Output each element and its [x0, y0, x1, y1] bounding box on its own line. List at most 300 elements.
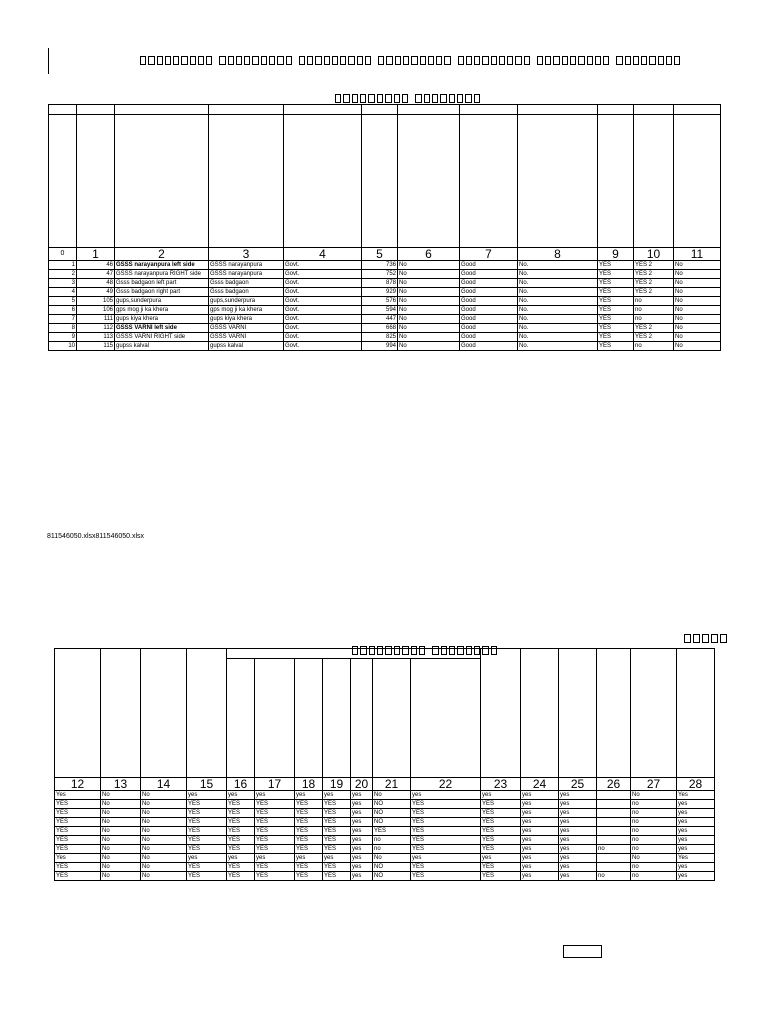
- table-cell: 3: [49, 279, 77, 288]
- table-cell: YES: [598, 270, 634, 279]
- table-row: [49, 333, 721, 342]
- table-cell: yes: [677, 827, 715, 836]
- unreadable-glyph: [261, 56, 267, 65]
- table-row: [55, 836, 715, 845]
- table-cell: YES: [187, 872, 227, 881]
- table-cell: yes: [677, 809, 715, 818]
- table-cell: No: [101, 791, 141, 800]
- table-cell: YES: [187, 863, 227, 872]
- table-cell: YES: [255, 809, 295, 818]
- table-cell: No.: [518, 279, 598, 288]
- header-cell: [559, 649, 597, 778]
- table-cell: 4: [49, 288, 77, 297]
- unreadable-glyph: [465, 94, 471, 103]
- unreadable-glyph: [474, 94, 480, 103]
- table2-group-header-row: [55, 649, 715, 659]
- table-cell: Govt.: [284, 288, 362, 297]
- column-number: 2: [115, 248, 209, 261]
- table-cell: No: [141, 845, 187, 854]
- table-cell: Good: [460, 315, 518, 324]
- table-cell: yes: [521, 845, 559, 854]
- table-cell: YES: [323, 827, 351, 836]
- table-cell: No: [674, 288, 721, 297]
- header-cell: [77, 115, 115, 248]
- table-cell: No: [674, 270, 721, 279]
- table-cell: Good: [460, 261, 518, 270]
- table-cell: No: [674, 333, 721, 342]
- file-name-label: 811546050.xlsx811546050.xlsx: [47, 533, 145, 540]
- table-cell: No.: [518, 306, 598, 315]
- table-cell: No: [141, 854, 187, 863]
- table-cell: YES: [187, 836, 227, 845]
- unreadable-glyph: [206, 56, 212, 65]
- table-cell: YES: [295, 872, 323, 881]
- unreadable-glyph: [368, 94, 374, 103]
- table-cell: YES: [411, 827, 481, 836]
- table-cell: YES: [187, 845, 227, 854]
- table-cell: yes: [521, 800, 559, 809]
- table-cell: yes: [351, 809, 373, 818]
- table-cell: No: [101, 800, 141, 809]
- table-cell: YES: [55, 809, 101, 818]
- column-number: 28: [677, 778, 715, 791]
- table-cell: yes: [351, 818, 373, 827]
- header-cell: [55, 649, 101, 778]
- table-cell: Govt.: [284, 306, 362, 315]
- unreadable-glyph: [386, 56, 392, 65]
- table-cell: 5: [49, 297, 77, 306]
- table-cell: Good: [460, 270, 518, 279]
- table-cell: YES 2: [634, 324, 674, 333]
- table-cell: no: [634, 297, 674, 306]
- table-cell: no: [373, 836, 411, 845]
- table-cell: Yes: [677, 854, 715, 863]
- table-cell: Good: [460, 342, 518, 351]
- table-cell: no: [634, 315, 674, 324]
- unreadable-glyph: [666, 56, 672, 65]
- table-cell: yes: [559, 827, 597, 836]
- unreadable-glyph: [394, 94, 400, 103]
- column-number: 26: [597, 778, 631, 791]
- unreadable-glyph: [545, 56, 551, 65]
- table-cell: No: [141, 872, 187, 881]
- unreadable-glyph: [428, 56, 434, 65]
- unreadable-glyph: [173, 56, 179, 65]
- unreadable-glyph: [658, 56, 664, 65]
- table-cell: GSSS VARNI left side: [115, 324, 209, 333]
- unreadable-glyph: [378, 56, 384, 65]
- table-row: [49, 288, 721, 297]
- table-cell: 105: [77, 297, 115, 306]
- table-cell: yes: [677, 818, 715, 827]
- table-cell: NO: [373, 818, 411, 827]
- table-cell: yes: [351, 863, 373, 872]
- table-cell: Govt.: [284, 324, 362, 333]
- unreadable-glyph: [411, 56, 417, 65]
- table-cell: YES: [187, 809, 227, 818]
- table-cell: Govt.: [284, 315, 362, 324]
- table-row: [49, 324, 721, 333]
- header-cell: [460, 115, 518, 248]
- table-cell: YES: [481, 845, 521, 854]
- header-cell: [351, 659, 373, 778]
- table-cell: YES: [411, 836, 481, 845]
- table-cell: 594: [362, 306, 398, 315]
- table-cell: No: [398, 324, 460, 333]
- table-cell: yes: [521, 791, 559, 800]
- table-cell: Good: [460, 288, 518, 297]
- table-cell: 6: [49, 306, 77, 315]
- table-cell: No: [398, 333, 460, 342]
- table-cell: 752: [362, 270, 398, 279]
- unreadable-glyph: [562, 56, 568, 65]
- unreadable-glyph: [515, 56, 521, 65]
- table1-spacer-row: [49, 105, 721, 115]
- table-cell: 106: [77, 306, 115, 315]
- table-cell: YES: [411, 818, 481, 827]
- column-number: 24: [521, 778, 559, 791]
- table-cell: yes: [521, 836, 559, 845]
- header-cell: [597, 649, 631, 778]
- table-cell: YES: [295, 818, 323, 827]
- unreadable-glyph: [332, 56, 338, 65]
- table-cell: yes: [559, 836, 597, 845]
- table-row: [49, 306, 721, 315]
- table-cell: YES: [481, 872, 521, 881]
- table1-heading-unreadable-script: [335, 92, 480, 104]
- table-cell: YES: [55, 827, 101, 836]
- table-cell: YES 2: [634, 270, 674, 279]
- table-cell: yes: [677, 863, 715, 872]
- table-cell: No: [141, 791, 187, 800]
- table-cell: yes: [559, 800, 597, 809]
- table-cell: yes: [351, 854, 373, 863]
- unreadable-glyph: [625, 56, 631, 65]
- unreadable-glyph: [395, 56, 401, 65]
- table-row: [55, 863, 715, 872]
- table-cell: YES: [295, 863, 323, 872]
- table-cell: YES: [55, 800, 101, 809]
- table-cell: YES 2: [634, 261, 674, 270]
- unreadable-glyph: [458, 56, 464, 65]
- table-cell: yes: [521, 872, 559, 881]
- table-cell: 112: [77, 324, 115, 333]
- unreadable-glyph: [377, 94, 383, 103]
- table-cell: YES: [227, 836, 255, 845]
- table-cell: YES: [55, 836, 101, 845]
- table-cell: YES: [187, 827, 227, 836]
- table-cell: YES: [598, 261, 634, 270]
- table-cell: YES: [323, 872, 351, 881]
- column-number: 11: [674, 248, 721, 261]
- unreadable-glyph: [299, 56, 305, 65]
- table-cell: YES 2: [634, 288, 674, 297]
- table-cell: No: [141, 818, 187, 827]
- table-cell: no: [597, 845, 631, 854]
- unreadable-glyph: [307, 56, 313, 65]
- unreadable-glyph: [315, 56, 321, 65]
- table-cell: YES: [255, 845, 295, 854]
- unreadable-glyph: [674, 56, 680, 65]
- table-row: [55, 827, 715, 836]
- table-cell: YES: [295, 827, 323, 836]
- table-cell: GSSS VARNI RIGHT side: [115, 333, 209, 342]
- table2-column-number-row: [55, 778, 715, 791]
- table-cell: yes: [295, 854, 323, 863]
- table-cell: 736: [362, 261, 398, 270]
- table-cell: no: [373, 845, 411, 854]
- table-cell: YES: [323, 863, 351, 872]
- table-cell: No: [631, 791, 677, 800]
- column-number: 7: [460, 248, 518, 261]
- unreadable-glyph: [474, 56, 480, 65]
- table-cell: yes: [559, 872, 597, 881]
- table-cell: no: [631, 800, 677, 809]
- unreadable-glyph: [357, 56, 363, 65]
- table-row: [55, 791, 715, 800]
- polling-station-table-part2: [54, 648, 715, 881]
- table-row: [49, 297, 721, 306]
- table-cell: YES: [295, 845, 323, 854]
- table-cell: YES 2: [634, 333, 674, 342]
- table-cell: yes: [351, 800, 373, 809]
- table-cell: yes: [521, 818, 559, 827]
- table-cell: No: [674, 306, 721, 315]
- header-cell: [398, 115, 460, 248]
- header-cell: [49, 115, 77, 248]
- column-number: 20: [351, 778, 373, 791]
- table-cell: Gsss badgaon: [209, 279, 284, 288]
- table-cell: No: [398, 279, 460, 288]
- table-cell: no: [631, 818, 677, 827]
- table-cell: YES: [55, 845, 101, 854]
- table-cell: gups,sunderpura: [209, 297, 284, 306]
- unreadable-glyph: [440, 94, 446, 103]
- unreadable-glyph: [570, 56, 576, 65]
- table-cell: yes: [559, 863, 597, 872]
- table-cell: no: [634, 342, 674, 351]
- table-cell: YES: [598, 315, 634, 324]
- table-cell: gps mog ji ka khera: [209, 306, 284, 315]
- table-cell: No.: [518, 270, 598, 279]
- table-cell: [597, 854, 631, 863]
- unreadable-glyph: [702, 634, 709, 643]
- table-cell: No: [101, 872, 141, 881]
- table-cell: No: [674, 324, 721, 333]
- table-cell: YES: [411, 872, 481, 881]
- table-cell: yes: [411, 854, 481, 863]
- unreadable-glyph: [720, 634, 727, 643]
- table-cell: YES: [598, 279, 634, 288]
- table-cell: YES: [481, 818, 521, 827]
- table-cell: YES: [55, 818, 101, 827]
- table-cell: gups kiya khera: [209, 315, 284, 324]
- unreadable-glyph: [252, 56, 258, 65]
- table-cell: yes: [559, 845, 597, 854]
- table-cell: yes: [559, 809, 597, 818]
- table-cell: YES: [227, 818, 255, 827]
- table-cell: [597, 863, 631, 872]
- table-cell: YES: [481, 836, 521, 845]
- header-cell: [255, 659, 295, 778]
- table-cell: gups kiya khera: [115, 315, 209, 324]
- table-cell: 9: [49, 333, 77, 342]
- table-cell: YES: [227, 863, 255, 872]
- column-number: 0: [49, 248, 77, 261]
- table-cell: YES: [411, 809, 481, 818]
- unreadable-glyph: [449, 94, 455, 103]
- table-cell: 115: [77, 342, 115, 351]
- header-cell: [284, 115, 362, 248]
- grouped-header-cell: [227, 649, 481, 659]
- unreadable-glyph: [507, 56, 513, 65]
- table-cell: Govt.: [284, 270, 362, 279]
- header-cell: [323, 659, 351, 778]
- table-cell: YES: [598, 342, 634, 351]
- table-cell: YES: [295, 836, 323, 845]
- table-cell: YES: [598, 288, 634, 297]
- table-cell: No.: [518, 333, 598, 342]
- header-cell: [521, 649, 559, 778]
- table-cell: no: [634, 306, 674, 315]
- table-cell: yes: [351, 827, 373, 836]
- table-cell: GSSS narayanpura RIGHT side: [115, 270, 209, 279]
- header-cell: [141, 649, 187, 778]
- unreadable-glyph: [457, 94, 463, 103]
- table-cell: yes: [351, 845, 373, 854]
- unreadable-glyph: [403, 56, 409, 65]
- column-number: 25: [559, 778, 597, 791]
- unreadable-glyph: [165, 56, 171, 65]
- table-cell: YES: [598, 297, 634, 306]
- table-cell: yes: [559, 791, 597, 800]
- table-row: [49, 261, 721, 270]
- unreadable-glyph: [365, 56, 371, 65]
- table-cell: yes: [351, 836, 373, 845]
- table-cell: YES: [323, 845, 351, 854]
- page-tag-unreadable-script: [684, 632, 730, 644]
- unreadable-glyph: [385, 94, 391, 103]
- column-number: 18: [295, 778, 323, 791]
- table-cell: No: [373, 854, 411, 863]
- table-cell: YES: [411, 845, 481, 854]
- column-number: 27: [631, 778, 677, 791]
- table-cell: No.: [518, 261, 598, 270]
- table-cell: No.: [518, 315, 598, 324]
- unreadable-glyph: [324, 56, 330, 65]
- table-cell: YES: [255, 818, 295, 827]
- unreadable-glyph: [482, 56, 488, 65]
- table-cell: YES: [255, 836, 295, 845]
- unreadable-glyph: [711, 634, 718, 643]
- table-cell: yes: [559, 854, 597, 863]
- table-cell: 825: [362, 333, 398, 342]
- table-row: [55, 800, 715, 809]
- table-cell: No: [101, 836, 141, 845]
- unreadable-glyph: [578, 56, 584, 65]
- table-cell: yes: [255, 854, 295, 863]
- table-cell: YES: [323, 800, 351, 809]
- table-cell: yes: [227, 791, 255, 800]
- table-cell: YES: [255, 827, 295, 836]
- column-number: 12: [55, 778, 101, 791]
- unreadable-glyph: [524, 56, 530, 65]
- unreadable-glyph: [360, 94, 366, 103]
- table-cell: YES: [323, 818, 351, 827]
- column-number: 10: [634, 248, 674, 261]
- unreadable-glyph: [352, 94, 358, 103]
- table-cell: Good: [460, 333, 518, 342]
- table-cell: yes: [351, 872, 373, 881]
- table-cell: NO: [373, 809, 411, 818]
- unreadable-glyph: [348, 56, 354, 65]
- table-cell: Yes: [55, 791, 101, 800]
- header-cell: [411, 659, 481, 778]
- table-cell: No: [398, 270, 460, 279]
- table-cell: No: [398, 288, 460, 297]
- unreadable-glyph: [148, 56, 154, 65]
- table-cell: YES: [227, 800, 255, 809]
- table-cell: yes: [187, 854, 227, 863]
- header-cell: [115, 115, 209, 248]
- table-cell: YES 2: [634, 279, 674, 288]
- table-cell: gps mog ji ka khera: [115, 306, 209, 315]
- table-cell: No: [101, 827, 141, 836]
- header-cell: [674, 115, 721, 248]
- table-cell: No: [398, 306, 460, 315]
- table-cell: YES: [481, 863, 521, 872]
- table-cell: NO: [373, 863, 411, 872]
- table-cell: 113: [77, 333, 115, 342]
- unreadable-glyph: [244, 56, 250, 65]
- table-cell: YES: [187, 818, 227, 827]
- table-cell: yes: [255, 791, 295, 800]
- table-cell: [597, 791, 631, 800]
- header-cell: [227, 659, 255, 778]
- table-cell: Gsss badgaon left part: [115, 279, 209, 288]
- table-cell: No: [101, 845, 141, 854]
- table1-column-number-row: [49, 248, 721, 261]
- table-cell: yes: [323, 791, 351, 800]
- table-cell: NO: [373, 800, 411, 809]
- table-cell: yes: [677, 845, 715, 854]
- table-cell: [597, 809, 631, 818]
- table-cell: Yes: [677, 791, 715, 800]
- table-cell: No: [141, 827, 187, 836]
- table-cell: No: [674, 279, 721, 288]
- table-cell: No: [398, 297, 460, 306]
- unreadable-glyph: [499, 56, 505, 65]
- unreadable-glyph: [424, 94, 430, 103]
- table-cell: Gsss badgaon: [209, 288, 284, 297]
- table-cell: GSSS narayanpura: [209, 261, 284, 270]
- header-cell: [295, 659, 323, 778]
- table-cell: gupss kalval: [115, 342, 209, 351]
- table-cell: No: [674, 342, 721, 351]
- table-cell: No.: [518, 342, 598, 351]
- unreadable-glyph: [603, 56, 609, 65]
- table-cell: YES: [411, 863, 481, 872]
- table-row: [55, 854, 715, 863]
- unreadable-glyph: [587, 56, 593, 65]
- table-cell: GSSS narayanpura left side: [115, 261, 209, 270]
- header-cell: [481, 649, 521, 778]
- header-cell: [209, 115, 284, 248]
- column-number: 17: [255, 778, 295, 791]
- table-cell: YES: [598, 324, 634, 333]
- table-cell: yes: [351, 791, 373, 800]
- unreadable-glyph: [595, 56, 601, 65]
